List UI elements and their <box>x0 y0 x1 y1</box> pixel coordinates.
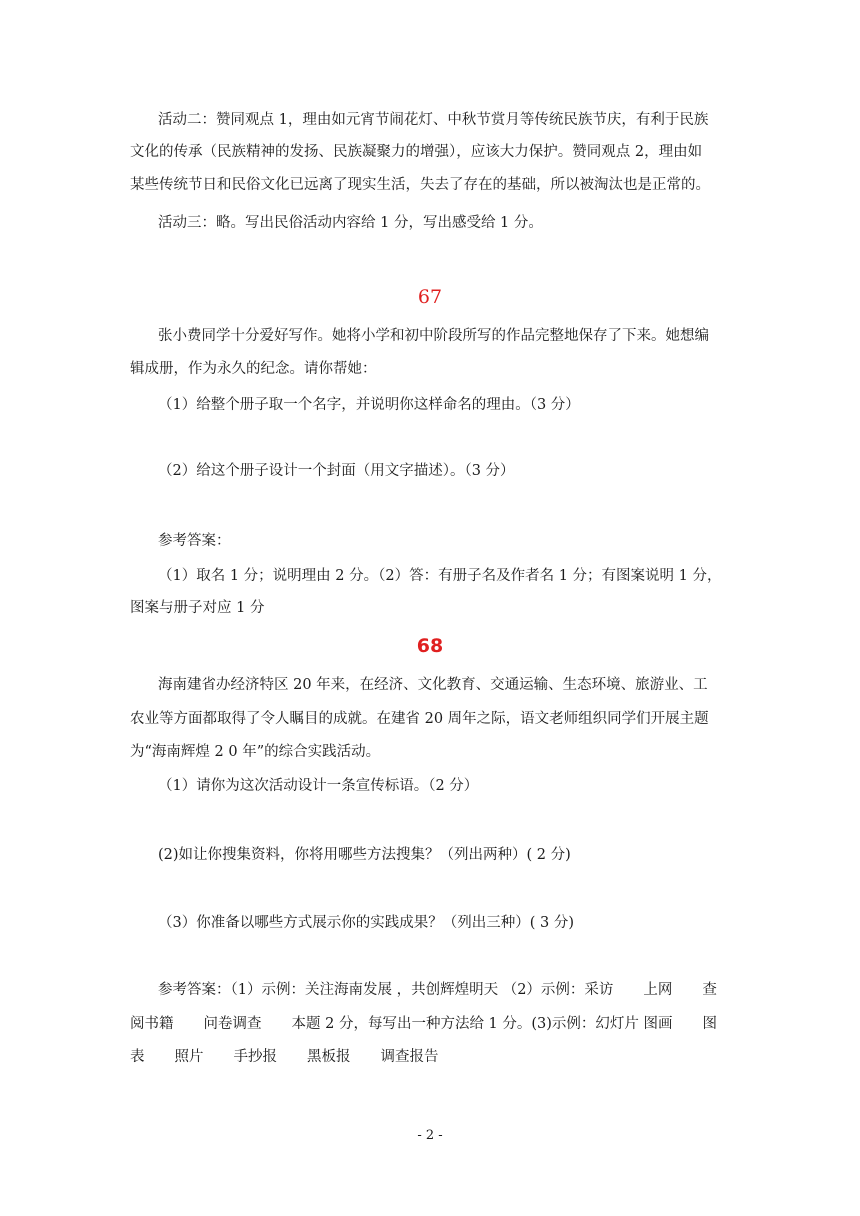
q67-intro-line-1: 张小费同学十分爱好写作。她将小学和初中阶段所写的作品完整地保存了下来。她想编 <box>158 328 709 344</box>
q67-part-1: （1）给整个册子取一个名字，并说明你这样命名的理由。（3 分） <box>158 397 580 413</box>
q68-intro-line-2: 农业等方面都取得了令人瞩目的成就。在建省 20 周年之际，语文老师组织同学们开展主题 <box>130 711 709 727</box>
q67-answer-line-2: 图案与册子对应 1 分 <box>130 600 265 616</box>
q68-part-3: （3）你准备以哪些方式展示你的实践成果？（列出三种）( 3 分) <box>158 915 574 931</box>
q68-answer-line-2-b: 问卷调查 <box>203 1016 262 1032</box>
q68-answer-line-1-b: 上网 <box>643 982 673 998</box>
q68-intro-line-3: 为“海南辉煌 2 0 年”的综合实践活动。 <box>130 744 381 760</box>
q68-answer-line-2-d: 图 <box>702 1016 718 1032</box>
q68-answer-line-3-e: 调查报告 <box>380 1049 439 1065</box>
q68-intro-line-1: 海南建省办经济特区 20 年来，在经济、文化教育、交通运输、生态环境、旅游业、工 <box>158 677 708 693</box>
q67-answer-line-1: （1）取名 1 分；说明理由 2 分。（2）答：有册子名及作者名 1 分；有图案说明 1 分， <box>158 568 722 584</box>
q68-answer-line-2 <box>130 1008 730 1040</box>
q68-answer-line-1-c: 查 <box>702 982 717 998</box>
activity-two-line-2: 文化的传承（民族精神的发扬、民族凝聚力的增强），应该大力保护。赞同观点 2，理由如 <box>130 144 703 160</box>
q68-answer-line-3-a: 表 <box>130 1049 145 1065</box>
q68-answer-line-3-d: 黑板报 <box>307 1049 351 1065</box>
q68-answer-line-1-a: 参考答案：（1）示例：关注海南发展 ，共创辉煌明天 （2）示例：采访 <box>158 982 614 998</box>
question-number-67: 67 <box>417 286 443 308</box>
q68-answer-line-3-b: 照片 <box>174 1049 204 1065</box>
q68-answer-line-1 <box>130 974 758 1006</box>
page-number: - 2 - <box>417 1128 443 1143</box>
q68-answer-line-3-c: 手抄报 <box>233 1049 277 1065</box>
question-number-68: 68 <box>416 635 444 657</box>
q68-answer-line-2-c: 本题 2 分，每写出一种方法给 1 分。(3)示例：幻灯片 图画 <box>291 1016 673 1032</box>
activity-two-line-1: 活动二：赞同观点 1，理由如元宵节闹花灯、中秋节赏月等传统民族节庆，有利于民族 <box>158 112 709 128</box>
activity-three-line: 活动三：略。写出民俗活动内容给 1 分，写出感受给 1 分。 <box>158 215 543 231</box>
q68-part-2: (2)如让你搜集资料，你将用哪些方法搜集？（列出两种）( 2 分) <box>158 847 571 863</box>
q67-answer-label: 参考答案： <box>158 533 231 549</box>
activity-two-line-3: 某些传统节日和民俗文化已远离了现实生活，失去了存在的基础，所以被淘汰也是正常的。 <box>130 177 710 193</box>
q68-answer-line-3 <box>130 1041 730 1073</box>
q68-part-1: （1）请你为这次活动设计一条宣传标语。（2 分） <box>158 778 479 794</box>
q67-intro-line-2: 辑成册，作为永久的纪念。请你帮她： <box>130 361 377 377</box>
q68-answer-line-2-a: 阅书籍 <box>130 1016 174 1032</box>
q67-part-2: （2）给这个册子设计一个封面（用文字描述）。（3 分） <box>158 463 515 479</box>
